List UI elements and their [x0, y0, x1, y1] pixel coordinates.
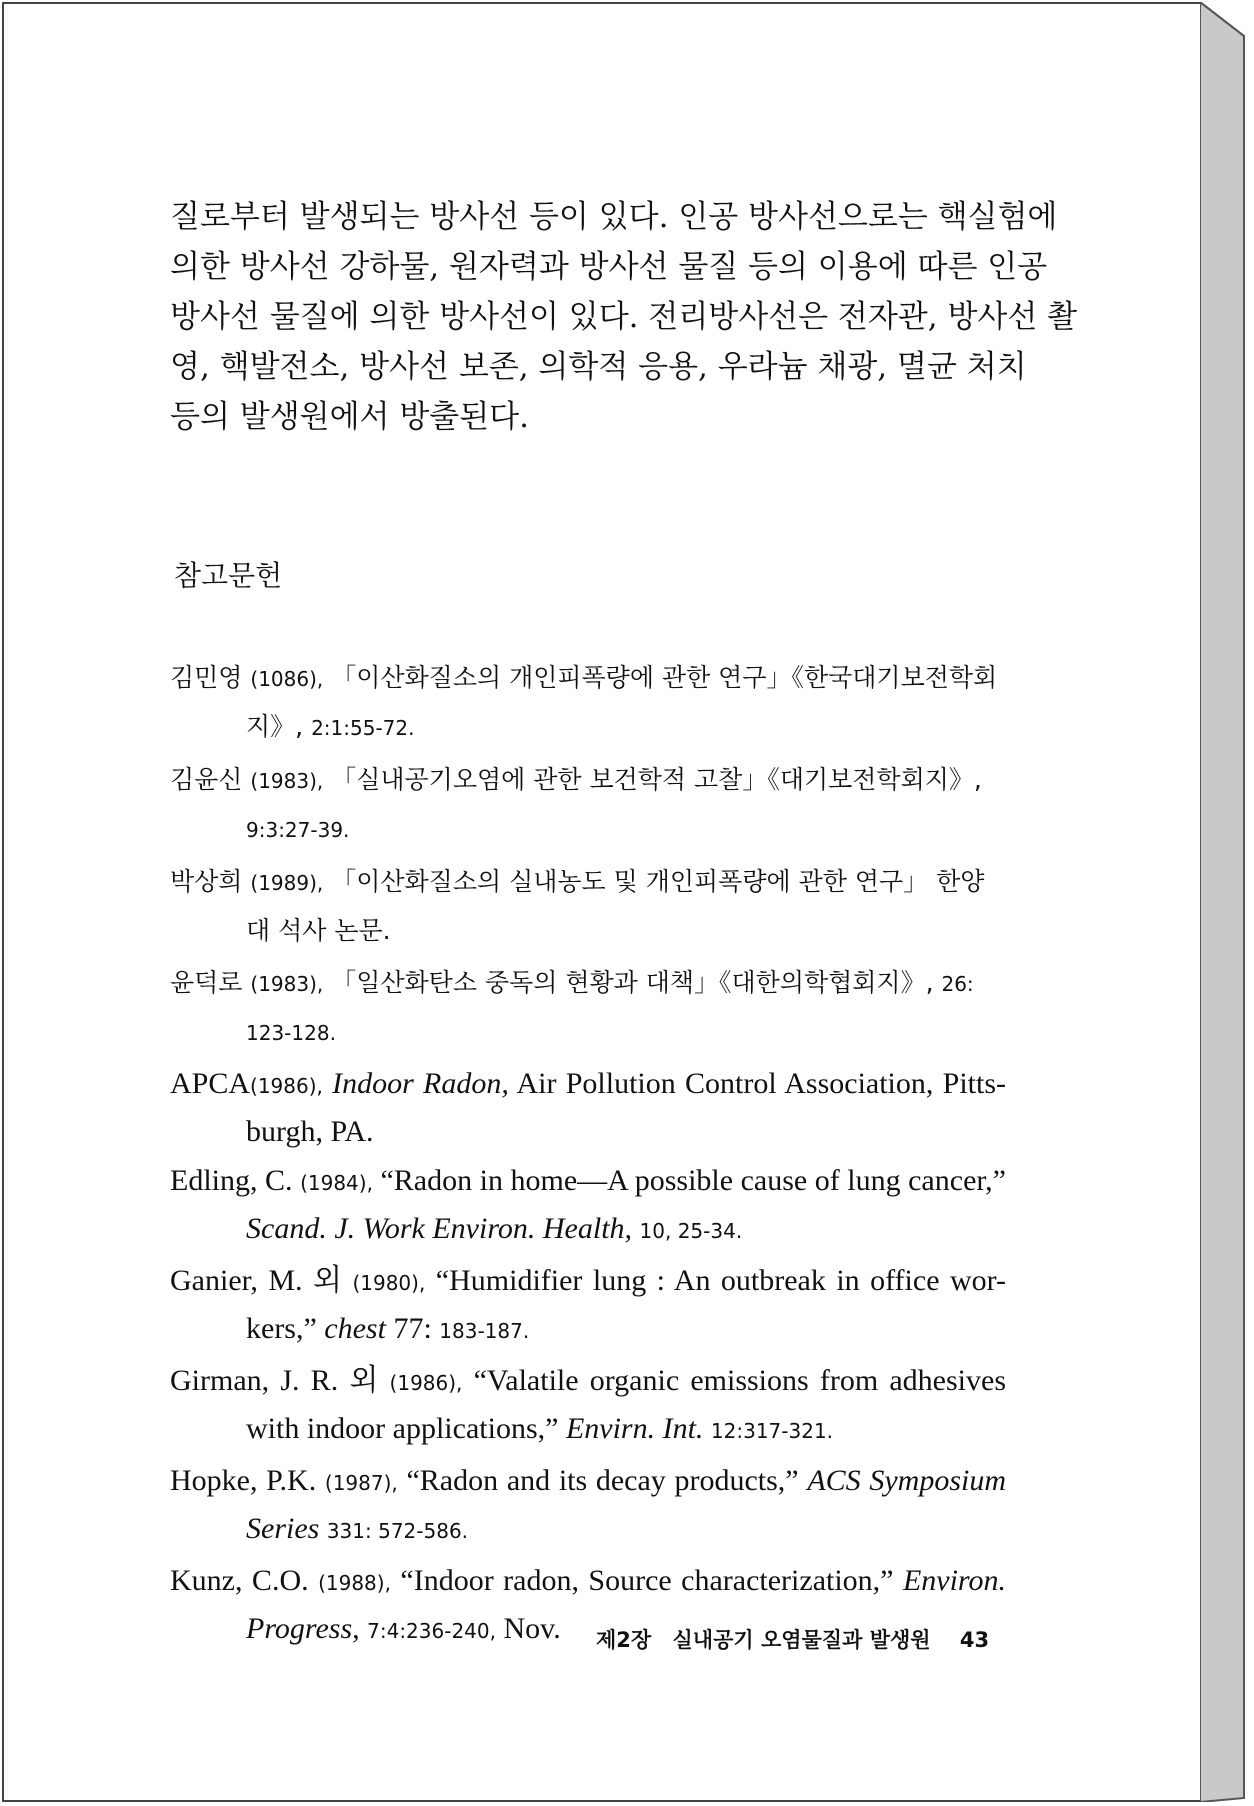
page-number: 43 [959, 1628, 990, 1652]
ref-author: 김민영 [170, 663, 243, 692]
ref-details: 331: 572-586. [326, 1519, 469, 1543]
ref-journal-cont: Progress, [246, 1612, 360, 1645]
references-heading: 참고문헌 [174, 559, 283, 592]
page-footer [596, 1624, 990, 1656]
ref-text-cont: with indoor applications,” [246, 1412, 559, 1445]
ref-title: Indoor Radon, [332, 1067, 509, 1100]
ref-volume: 26: [941, 972, 974, 996]
reference-item [170, 1258, 1006, 1354]
footer-chapter-title: 실내공기 오염물질과 발생원 [672, 1628, 931, 1652]
ref-author: Edling, C. [170, 1164, 293, 1197]
ref-year: (1986), [250, 1074, 323, 1098]
body-line: 등의 발생원에서 방출된다. [170, 399, 529, 435]
ref-title: 「이산화질소의 개인피폭량에 관한 연구」《한국대기보전학회 [331, 663, 998, 692]
ref-text: “Indoor radon, Source characterization,” [400, 1564, 894, 1597]
ref-author: Ganier, M. 외 [170, 1264, 342, 1297]
ref-journal: Envirn. Int. [565, 1412, 704, 1445]
ref-year: (1983), [250, 769, 324, 793]
ref-text: “Radon in home—A possible cause of lung cancer,” [380, 1164, 1006, 1197]
ref-journal: ACS Symposium [807, 1464, 1007, 1497]
ref-author: APCA [170, 1067, 251, 1100]
reference-list [170, 654, 1006, 1658]
ref-text: “Radon and its decay products,” [406, 1464, 799, 1497]
ref-details: 10, 25-34. [639, 1219, 743, 1243]
ref-details: 12:317-321. [710, 1419, 834, 1443]
ref-year: (1086), [250, 667, 324, 691]
ref-details: 7:4:236-240, [367, 1619, 496, 1643]
footer-chapter: 제2장 [596, 1628, 652, 1652]
reference-item [170, 1061, 1006, 1154]
ref-details: 123-128. [246, 1021, 336, 1045]
ref-title-cont: 대 석사 논문. [246, 916, 391, 945]
ref-year: (1986), [389, 1371, 463, 1395]
ref-journal: Scand. J. Work Environ. Health, [246, 1212, 633, 1245]
body-line: 의한 방사선 강하물, 원자력과 방사선 물질 등의 이용에 따른 인공 [170, 249, 1048, 285]
ref-author: 김윤신 [170, 765, 243, 794]
reference-item [170, 959, 1006, 1057]
reference-item [170, 756, 1006, 854]
body-line: 방사선 물질에 의한 방사선이 있다. 전리방사선은 전자관, 방사선 촬 [170, 299, 1078, 335]
ref-author: 박상희 [170, 867, 243, 896]
ref-details: 9:3:27-39. [246, 818, 350, 842]
ref-title-cont: 지》, [246, 712, 304, 741]
ref-author: Girman, J. R. 외 [170, 1364, 379, 1397]
ref-details: 2:1:55-72. [311, 716, 415, 740]
ref-year: (1989), [250, 871, 324, 895]
ref-year: (1987), [324, 1471, 398, 1495]
ref-journal-cont: Series [246, 1512, 320, 1545]
ref-author: Hopke, P.K. [170, 1464, 317, 1497]
ref-year: (1984), [300, 1171, 373, 1195]
reference-item [170, 654, 1006, 752]
reference-item [170, 1158, 1006, 1254]
ref-text: “Humidifier lung : An outbreak in office wor- [435, 1264, 1007, 1297]
ref-title: 「일산화탄소 중독의 현황과 대책」《대한의학협회지》, [331, 968, 934, 997]
ref-details: 183-187. [439, 1319, 530, 1343]
ref-author: 윤덕로 [170, 968, 243, 997]
ref-text: Air Pollution Control Association, Pitts- [516, 1067, 1006, 1100]
ref-year: (1983), [250, 972, 324, 996]
ref-title: 「실내공기오염에 관한 보건학적 고찰」《대기보전학회지》, [331, 765, 982, 794]
ref-journal: Environ. [902, 1564, 1006, 1597]
ref-tail: Nov. [503, 1612, 561, 1645]
body-line: 영, 핵발전소, 방사선 보존, 의학적 응용, 우라늄 채광, 멸균 처치 [170, 349, 1027, 385]
body-paragraph [170, 192, 1078, 442]
reference-item [170, 1358, 1006, 1454]
ref-journal: chest [324, 1312, 386, 1345]
ref-text: “Valatile organic emissions from adhesives [473, 1364, 1006, 1397]
page-edge-shadow [1200, 2, 1252, 1802]
ref-volume: 77: [393, 1312, 432, 1345]
reference-item [170, 1458, 1006, 1554]
ref-text-cont: burgh, PA. [246, 1115, 374, 1148]
ref-year: (1988), [318, 1571, 391, 1595]
reference-item [170, 858, 1006, 955]
body-line: 질로부터 발생되는 방사선 등이 있다. 인공 방사선으로는 핵실험에 [170, 199, 1058, 235]
ref-title: 「이산화질소의 실내농도 및 개인피폭량에 관한 연구」 한양 [331, 867, 985, 896]
ref-author: Kunz, C.O. [170, 1564, 309, 1597]
ref-year: (1980), [352, 1271, 426, 1295]
ref-text-cont: kers,” [246, 1312, 317, 1345]
